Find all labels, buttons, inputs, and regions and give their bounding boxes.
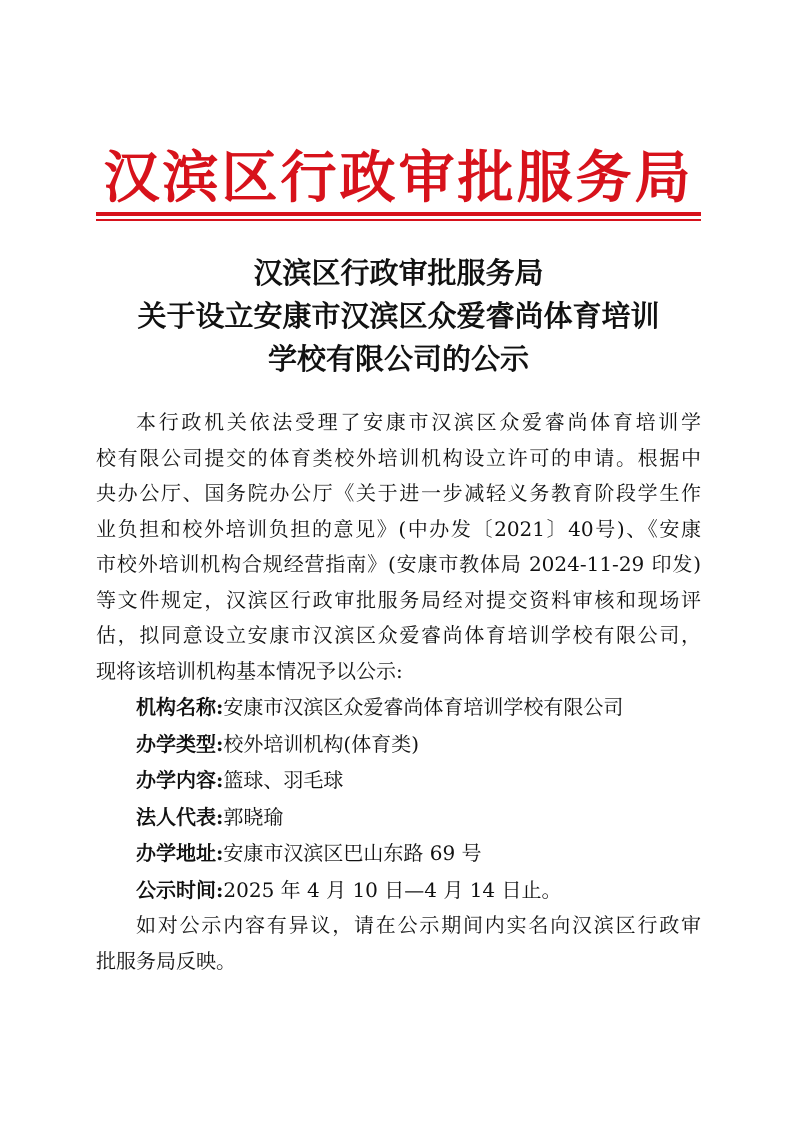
agency-masthead: 汉滨区行政审批服务局 — [103, 145, 694, 211]
detail-legal-representative — [96, 799, 701, 836]
intro-line: 市校外培训机构合规经营指南》(安康市教体局 2024-11-29 印发) — [96, 552, 701, 576]
detail-publicity-period — [96, 872, 701, 909]
closing-paragraph — [96, 908, 701, 979]
details-list — [96, 689, 701, 908]
detail-value: 篮球、羽毛球 — [223, 768, 344, 792]
intro-line: 现将该培训机构基本情况予以公示: — [96, 658, 403, 683]
detail-value: 郭晓瑜 — [223, 804, 284, 829]
detail-school-type — [96, 726, 701, 763]
detail-label: 机构名称: — [136, 695, 224, 719]
masthead-rule-thin — [96, 219, 701, 221]
title-line: 汉滨区行政审批服务局 — [253, 256, 544, 290]
detail-value: 安康市汉滨区巴山东路 69 号 — [223, 841, 482, 865]
detail-school-content — [96, 762, 701, 799]
title-line: 学校有限公司的公示 — [267, 342, 529, 376]
intro-line: 业负担和校外培训负担的意见》(中办发〔2021〕40号)、《安康 — [96, 516, 701, 541]
closing-line: 批服务局反映。 — [96, 948, 236, 973]
intro-line: 等文件规定，汉滨区行政审批服务局经对提交资料审核和现场评 — [96, 587, 701, 612]
intro-line: 央办公厅、国务院办公厅《关于进一步减轻义务教育阶段学生作 — [96, 481, 701, 505]
detail-school-address — [96, 835, 701, 872]
intro-line: 本行政机关依法受理了安康市汉滨区众爱睿尚体育培训学 — [136, 410, 701, 434]
intro-paragraph — [96, 405, 701, 689]
detail-value: 校外培训机构(体育类) — [223, 731, 419, 756]
masthead-rule-thick — [96, 212, 701, 216]
closing-line: 如对公示内容有异议，请在公示期间内实名向汉滨区行政审 — [136, 913, 701, 937]
detail-label: 法人代表: — [136, 804, 224, 829]
detail-label: 公示时间: — [136, 877, 224, 902]
detail-value: 2025 年 4 月 10 日—4 月 14 日止。 — [223, 877, 562, 902]
intro-line: 估，拟同意设立安康市汉滨区众爱睿尚体育培训学校有限公司， — [96, 623, 701, 647]
detail-institution-name — [96, 689, 701, 726]
title-line: 关于设立安康市汉滨区众爱睿尚体育培训 — [137, 299, 660, 333]
intro-line: 校有限公司提交的体育类校外培训机构设立许可的申请。根据中 — [96, 445, 701, 470]
detail-label: 办学类型: — [136, 731, 224, 756]
document-title — [96, 252, 701, 381]
detail-label: 办学地址: — [136, 841, 224, 865]
detail-value: 安康市汉滨区众爱睿尚体育培训学校有限公司 — [223, 695, 624, 719]
document-body — [96, 405, 701, 979]
detail-label: 办学内容: — [136, 768, 224, 792]
